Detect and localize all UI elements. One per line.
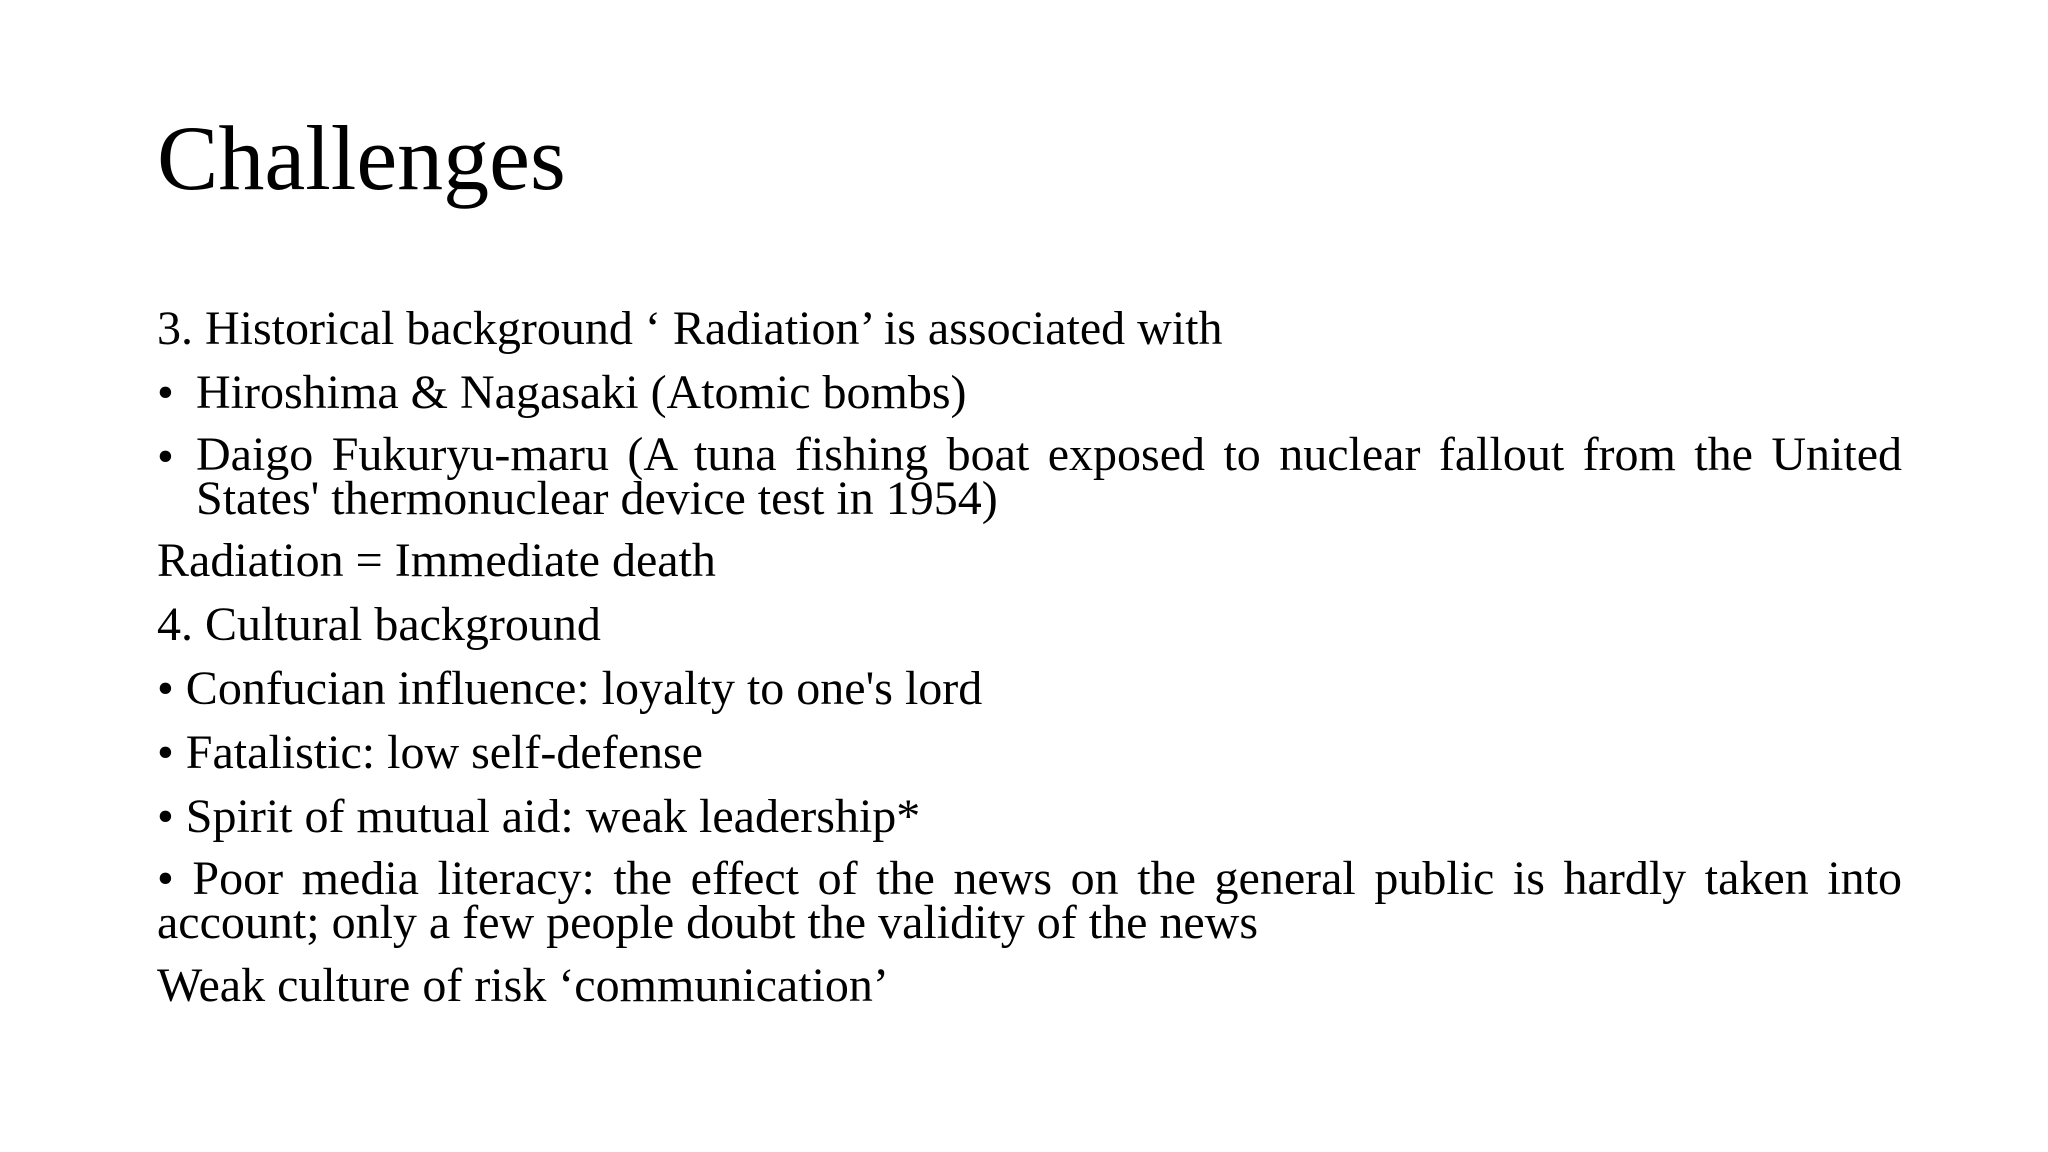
slide-title: Challenges — [157, 107, 566, 209]
slide-body — [157, 302, 1902, 1026]
historical-bullet-1 — [157, 366, 1902, 419]
cultural-bullet-4: • Poor media literacy: the effect of the news on the general public is hardly taken into account; only a few people doubt the validity of the news — [157, 852, 1902, 950]
historical-bullet-2 — [157, 428, 1902, 526]
cultural-heading: 4. Cultural background — [157, 598, 601, 652]
cultural-conclusion: Weak culture of risk ‘communication’ — [157, 958, 889, 1012]
cultural-bullet-1: • Confucian influence: loyalty to one's lord — [157, 662, 983, 716]
cultural-bullet-3: • Spirit of mutual aid: weak leadership* — [157, 790, 921, 844]
bullet-glyph: • — [157, 430, 174, 483]
historical-heading: 3. Historical background ‘ Radiation’ is associated with — [157, 302, 1223, 355]
bullet-glyph: • — [157, 366, 174, 419]
cultural-bullet-2: • Fatalistic: low self-defense — [157, 726, 703, 780]
bullet-text: Hiroshima & Nagasaki (Atomic bombs) — [196, 366, 967, 419]
bullet-text: Daigo Fukuryu-maru (A tuna fishing boat exposed to nuclear fallout from the United States' thermonuclear device test in 1954) — [196, 428, 1902, 526]
historical-conclusion: Radiation = Immediate death — [157, 534, 716, 588]
